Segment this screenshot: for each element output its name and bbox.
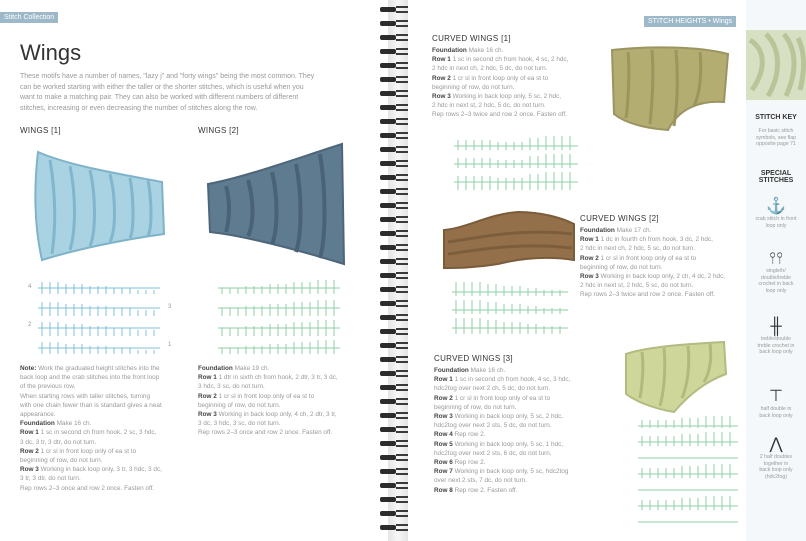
instruction-line: Rep rows 2–3 once and row 2 once. Fasten off. (198, 429, 333, 437)
coil-hole (380, 273, 396, 278)
instruction-line: appearance. (20, 411, 56, 419)
crab-stitch-symbol-icon: ⚓ (766, 198, 786, 215)
instruction-line: Row 4 Rep row 2. (434, 431, 486, 439)
coil-hole (380, 231, 396, 236)
coil-hole (380, 483, 396, 488)
coil-hole (380, 329, 396, 334)
coil-hole (380, 441, 396, 446)
hdc2tog-symbol-icon: ⋀ (769, 436, 783, 453)
section-title-wings-1: WINGS [1] (20, 126, 61, 135)
chart-row-number: 2 (28, 322, 32, 328)
coil-hole (380, 161, 396, 166)
coil-hole (380, 497, 396, 502)
curved-wings-2-swatch-image (438, 208, 578, 274)
instruction-line: Row 3 Working in back loop only, 3 tr, 3 hdc, 3 dc, (20, 466, 162, 474)
curved-wings-1-instructions (432, 46, 618, 120)
back-loop-stitch-symbol-icon: ⫯⫯ (769, 250, 783, 267)
instruction-line: Row 1 1 dc in fourth ch from hook, 3 dc, 2 hdc, (580, 236, 713, 244)
instruction-line: Foundation Make 16 ch. (20, 420, 92, 428)
instruction-line: Foundation Make 16 ch. (432, 47, 504, 54)
instruction-line: Row 2 1 cr sl in front loop only of ea st to (20, 447, 137, 455)
coil-hole (380, 399, 396, 404)
instruction-line: Row 3 Working in back loop only, 5 sc, 2 hdc, (434, 413, 564, 421)
key-item-treble-back-loop (746, 318, 806, 356)
instruction-line: Row 3 Working in back loop only, 2 ch, 4 dc, 2 hdc, (580, 273, 726, 281)
wings-1-instructions (20, 364, 195, 493)
running-head-right: STITCH HEIGHTS • Wings (644, 16, 736, 27)
instruction-line: 3 tr, 3 dtr, do not turn. (20, 475, 81, 483)
key-item-half-double-back-loop (746, 386, 806, 419)
stitch-key-note (746, 128, 806, 148)
section-title-curved-wings-1: CURVED WINGS [1] (432, 34, 511, 43)
instruction-line: Row 6 Rep row 2. (434, 459, 486, 467)
coil-hole (380, 7, 396, 12)
curved-wings-1-stitch-chart (448, 136, 588, 198)
half-double-symbol-icon: ⊤ (769, 388, 783, 405)
stitch-key-title: STITCH KEY (755, 114, 797, 121)
coil-hole (380, 385, 396, 390)
key-item-back-loop-stitches (746, 250, 806, 294)
coil-hole (380, 413, 396, 418)
instruction-line: Row 1 1 sc in second ch from hook, 4 sc, 2 hdc, (432, 56, 569, 64)
key-item-label: crab stitch in front loop only (755, 216, 797, 229)
treble-back-loop-symbol-icon: ╫ (770, 318, 782, 335)
coil-hole (380, 203, 396, 208)
instruction-line: Row 1 1 dtr in sixth ch from hook, 2 dtr, 3 tr, 3 dc, (198, 374, 338, 382)
special-line: SPECIAL (760, 170, 792, 177)
coil-hole (380, 105, 396, 110)
coil-hole (380, 525, 396, 530)
curved-wings-2-instructions (580, 226, 748, 300)
instruction-line: 2 hdc in next st, 2 hdc, 5 dc, do not turn. (432, 102, 546, 110)
intro-line: can be worked starting with either the taller or the shorter stitches, which is useful when you (20, 83, 304, 91)
wings-2-stitch-chart (200, 278, 360, 358)
coil-hole (380, 371, 396, 376)
key-note-line: opposite page 71 (756, 141, 796, 148)
instruction-line: When starting rows with taller stitches, turning (20, 392, 150, 400)
curved-wings-3-instructions (434, 366, 619, 495)
curved-wings-2-stitch-chart (448, 282, 572, 342)
instruction-line: Row 2 1 cr sl in front loop only of ea st to (434, 394, 551, 402)
instruction-line: with one chain fewer than is standard gives a neat (20, 401, 162, 409)
instruction-line: of the previous row. (20, 383, 76, 391)
key-item-crab-stitch (746, 196, 806, 229)
key-item-label: treble/double treble crochet in back loop only (757, 336, 795, 356)
key-item-label: 2 half doubles together in back loop only (hdc2tog) (759, 454, 793, 480)
instruction-line: Note: Work the graduated height stitches into the (20, 365, 160, 372)
instruction-line: Row 2 1 cr sl in front loop only of ea st to (198, 392, 315, 400)
section-title-curved-wings-3: CURVED WINGS [3] (434, 354, 513, 363)
intro-line: These motifs have a number of names, "lazy j" and "forty wings" being the most common. They (20, 73, 315, 80)
section-title-curved-wings-2: CURVED WINGS [2] (580, 214, 659, 223)
coil-hole (380, 119, 396, 124)
chart-row-number: 4 (28, 284, 32, 290)
chart-row-number: 3 (168, 304, 172, 310)
instruction-line: Row 5 Working in back loop only, 5 sc, 1 hdc, (434, 440, 564, 448)
coil-hole (380, 49, 396, 54)
chart-row-number: 1 (168, 342, 172, 348)
instruction-line: 2 hdc in next ch, 2 hdc, 5 dc, do not turn. (432, 65, 548, 73)
coil-hole (380, 343, 396, 348)
instruction-line: beginning of row, do not turn. (20, 457, 103, 465)
coil-hole (380, 511, 396, 516)
section-title-wings-2: WINGS [2] (198, 126, 239, 135)
instruction-line: 3 dc, 3 hdc, 3 sc, do not turn. (198, 420, 281, 428)
instruction-line: Row 8 Rep row 2. Fasten off. (434, 486, 518, 494)
curved-wings-1-swatch-image (608, 44, 732, 136)
instruction-line: Row 2 1 cr sl in front loop only of ea st to (580, 254, 697, 262)
coil-hole (380, 217, 396, 222)
intro-line: stitches, increasing or even decreasing the number of stitches along the row. (20, 104, 258, 112)
instruction-line: hdc2tog over next 2 sts, 6 dc, do not turn. (434, 449, 552, 457)
coil-hole (380, 315, 396, 320)
instruction-line: Row 2 1 cr sl in front loop only of ea st to (432, 74, 549, 82)
instruction-line: Row 1 1 sc in second ch from hook, 2 sc, 3 hdc, (20, 429, 157, 437)
special-stitches-title (746, 170, 806, 184)
instruction-line: Row 1 1 sc in second ch from hook, 4 sc, 3 hdc, (434, 376, 571, 384)
intro-line: want to make a matching pair. They can also be worked with different numbers of different (20, 94, 299, 101)
instruction-line: back loop and the crab stitches into the front loop (20, 374, 160, 382)
coil-hole (380, 245, 396, 250)
coil-hole (380, 77, 396, 82)
wings-1-stitch-chart (20, 278, 180, 358)
instruction-line: Foundation Make 17 ch. (580, 227, 652, 234)
instruction-line: Rep rows 2–3 once and row 2 once. Fasten off. (20, 484, 155, 492)
instruction-line: hdc2tog over next 2 ch, 5 dc, do not turn. (434, 385, 551, 393)
coil-hole (380, 189, 396, 194)
coil-hole (380, 259, 396, 264)
coil-hole (380, 63, 396, 68)
coil-hole (380, 147, 396, 152)
right-page (408, 0, 806, 541)
instruction-line: Row 7 Working in back loop only, 5 sc, hdc2tog (434, 468, 569, 476)
coil-hole (380, 21, 396, 26)
instruction-line: Foundation Make 19 ch. (198, 365, 270, 372)
instruction-line: hdc2tog over next 2 sts, 5 dc, do not turn. (434, 422, 552, 430)
instruction-line: Foundation Make 16 ch. (434, 367, 506, 374)
yarn-thumbnail-image (746, 30, 806, 100)
coil-hole (380, 469, 396, 474)
coil-hole (380, 357, 396, 362)
curved-wings-3-swatch-image (620, 338, 730, 414)
special-line: STITCHES (758, 177, 794, 184)
coil-hole (380, 35, 396, 40)
wings-1-swatch-image (30, 146, 170, 264)
key-note-line: For basic stitch (758, 128, 794, 134)
key-item-hdc2tog (746, 434, 806, 480)
instruction-line: Row 3 Working in back loop only, 4 ch, 2 dtr, 3 tr, (198, 411, 337, 419)
key-item-label: single/tr/ double/treble crochet in back loop only (758, 268, 794, 294)
coil-hole (380, 133, 396, 138)
instruction-line: 2 hdc in next ch, 2 hdc, 5 sc, do not turn. (580, 245, 696, 253)
instruction-line: beginning of row, do not turn. (434, 403, 517, 411)
page-title: Wings (20, 40, 82, 65)
coil-hole (380, 287, 396, 292)
instruction-line: over next 2 sts, 7 dc, do not turn. (434, 477, 528, 485)
wings-2-swatch-image (202, 140, 348, 268)
left-page (0, 0, 388, 541)
instruction-line: Rep rows 2–3 twice and row 2 once. Fasten off. (432, 111, 567, 119)
key-note-line: symbols, see flap (755, 134, 797, 141)
instruction-line: beginning of row, do not turn. (432, 83, 515, 91)
instruction-line: Row 3 Working in back loop only, 5 sc, 2 hdc, (432, 93, 562, 101)
key-item-label: half double in back loop only (759, 406, 793, 419)
coil-hole (380, 301, 396, 306)
instruction-line: Rep rows 2–3 twice and row 2 once. Fasten off. (580, 291, 715, 299)
curved-wings-3-stitch-chart (634, 416, 746, 528)
coil-hole (380, 455, 396, 460)
coil-hole (380, 175, 396, 180)
coil-hole (380, 91, 396, 96)
instruction-line: 2 hdc in next st, 2 hdc, 5 sc, do not turn. (580, 282, 694, 290)
wings-2-instructions (198, 364, 378, 438)
intro-text (20, 72, 380, 114)
coil-hole (380, 427, 396, 432)
running-head-left: Stitch Collection (0, 12, 58, 23)
instruction-line: beginning of row, do not turn. (198, 401, 281, 409)
instruction-line: 3 hdc, 3 sc, do not turn. (198, 383, 265, 391)
instruction-line: beginning of row, do not turn. (580, 263, 663, 271)
instruction-line: 3 dc, 3 tr, 3 dtr, do not turn. (20, 438, 97, 446)
